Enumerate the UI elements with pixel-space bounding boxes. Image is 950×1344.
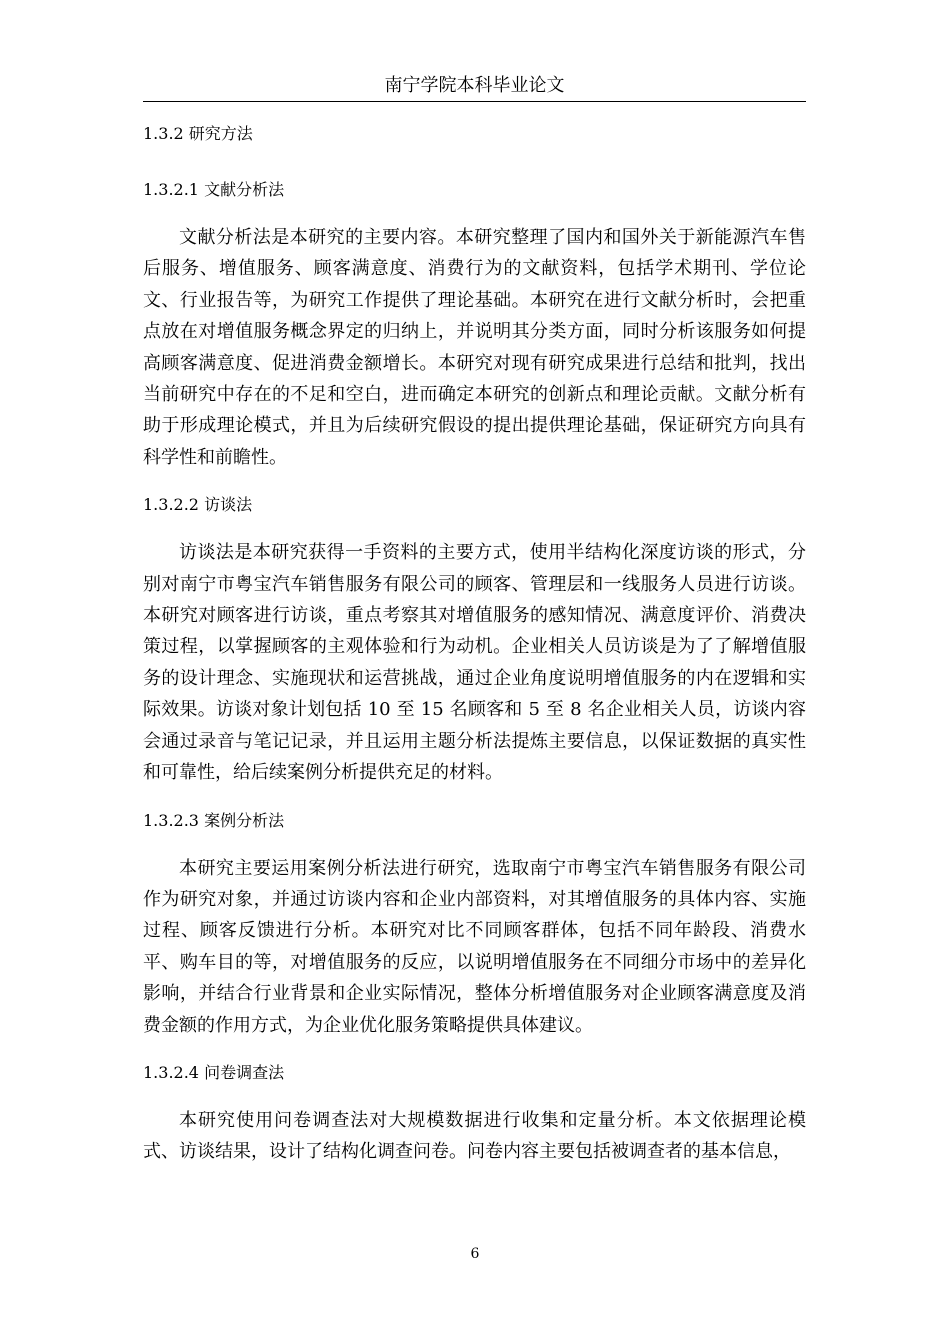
heading-1-3-2-3: 1.3.2.3 案例分析法 bbox=[143, 810, 285, 830]
page-number: 6 bbox=[470, 1246, 480, 1262]
heading-1-3-2-2: 1.3.2.2 访谈法 bbox=[143, 495, 253, 515]
paragraph-questionnaire: 本研究使用问卷调查法对大规模数据进行收集和定量分析。本文依据理论模式、访谈结果，设计了结构化调查问卷。问卷内容主要包括被调查者的基本信息， bbox=[143, 1109, 806, 1163]
heading-1-3-2-4: 1.3.2.4 问卷调查法 bbox=[143, 1062, 285, 1082]
page-footer bbox=[0, 1244, 950, 1264]
page-header bbox=[143, 70, 806, 102]
paragraph-literature-analysis: 文献分析法是本研究的主要内容。本研究整理了国内和国外关于新能源汽车售后服务、增值服务、顾客满意度、消费行为的文献资料，包括学术期刊、学位论文、行业报告等，为研究工作提供了理论基础。本研究在进行文献分析时，会把重点放在对增值服务概念界定的归纳上，并说明其分类方面，同时分析该服务如何提高顾客满意度、促进消费金额增长。本研究对现有研究成果进行总结和批判，找出当前研究中存在的不足和空白，进而确定本研究的创新点和理论贡献。文献分析有助于形成理论模式，并且为后续研究假设的提出提供理论基础，保证研究方向具有科学性和前瞻性。 bbox=[143, 227, 806, 468]
header-title: 南宁学院本科毕业论文 bbox=[384, 75, 565, 96]
heading-1-3-2-1: 1.3.2.1 文献分析法 bbox=[143, 180, 285, 199]
paragraph-case-analysis: 本研究主要运用案例分析法进行研究，选取南宁市粤宝汽车销售服务有限公司作为研究对象，并通过访谈内容和企业内部资料，对其增值服务的具体内容、实施过程、顾客反馈进行分析。本研究对比不同顾客群体，包括不同年龄段、消费水平、购车目的等，对增值服务的反应，以说明增值服务在不同细分市场中的差异化影响，并结合行业背景和企业实际情况，整体分析增值服务对企业顾客满意度及消费金额的作用方式，为企业优化服务策略提供具体建议。 bbox=[143, 857, 806, 1036]
heading-1-3-2: 1.3.2 研究方法 bbox=[143, 124, 253, 143]
document-body bbox=[143, 114, 806, 1180]
paragraph-interview-method: 访谈法是本研究获得一手资料的主要方式，使用半结构化深度访谈的形式，分别对南宁市粤宝汽车销售服务有限公司的顾客、管理层和一线服务人员进行访谈。本研究对顾客进行访谈，重点考察其对增值服务的感知情况、满意度评价、消费决策过程，以掌握顾客的主观体验和行为动机。企业相关人员访谈是为了了解增值服务的设计理念、实施现状和运营挑战，通过企业角度说明增值服务的内在逻辑和实际效果。访谈对象计划包括 10 至 15 名顾客和 5 至 8 名企业相关人员，访谈内容会通过录音与笔记记录，并且运用主题分析法提炼主要信息，以保证数据的真实性和可靠性，给后续案例分析提供充足的材料。 bbox=[143, 542, 806, 784]
